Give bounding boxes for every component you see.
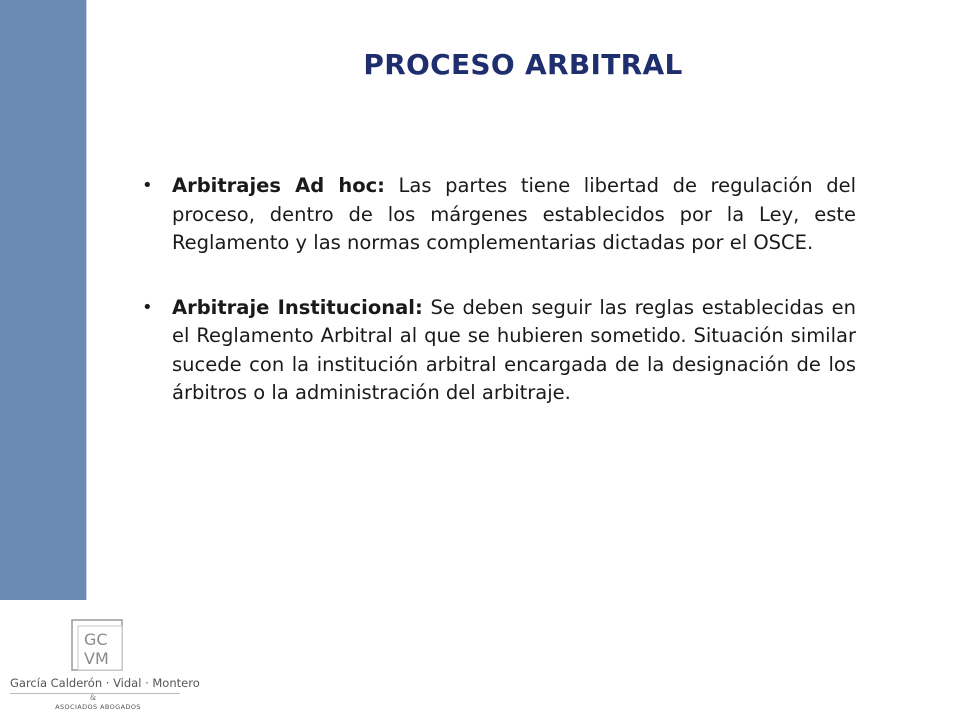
slide-title: PROCESO ARBITRAL <box>363 48 683 81</box>
side-accent-bar <box>0 0 87 600</box>
bullet-list <box>140 172 856 444</box>
bullet-term: Arbitraje Institucional: <box>172 295 423 319</box>
logo-mark-top: GC <box>84 630 108 649</box>
bullet-dot: • <box>142 296 153 318</box>
logo-mark-icon <box>70 618 126 674</box>
logo-mark-bottom: VM <box>84 649 109 668</box>
bullet-text: Se deben seguir las reglas establecidas en el Reglamento Arbitral al que se hubieren sometido. Situación similar sucede con la institución arbitral encargada de la designación de los árbitros o la administración del arbitraje. <box>172 295 856 404</box>
bullet-item-ad-hoc <box>140 172 856 258</box>
bullet-item-institucional <box>140 294 856 408</box>
bullet-term: Arbitrajes Ad hoc: <box>172 174 385 197</box>
firm-logo <box>10 618 200 718</box>
firm-subtitle: ASOCIADOS ABOGADOS <box>55 703 141 711</box>
bullet-text: Las partes tiene libertad de regulación del proceso, dentro de los márgenes establecidos por la Ley, este Reglamento y las normas complementarias dictadas por el OSCE. <box>172 174 856 254</box>
firm-name: García Calderón · Vidal · Montero <box>10 676 200 690</box>
bullet-dot: • <box>142 175 153 196</box>
firm-ampersand: & <box>90 694 97 702</box>
